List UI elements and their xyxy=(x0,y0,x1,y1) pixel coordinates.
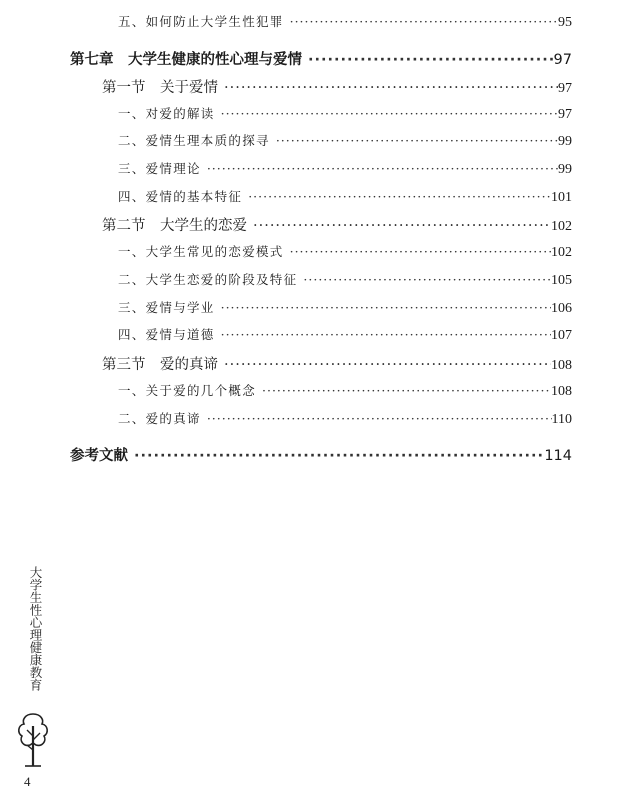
toc-entry-title: 三、爱情与学业 xyxy=(118,300,215,315)
toc-entry-title: 四、爱情与道德 xyxy=(118,327,215,342)
toc-entry-title: 参考文献 xyxy=(70,448,128,464)
toc-entry-title: 第二节 大学生的恋爱 xyxy=(102,218,247,234)
dot-leader xyxy=(284,244,551,259)
toc-entry-title: 一、关于爱的几个概念 xyxy=(118,383,257,398)
dot-leader xyxy=(128,448,544,464)
dot-leader xyxy=(270,133,558,148)
toc-entry xyxy=(118,12,572,31)
toc-entry-page: 114 xyxy=(544,448,572,464)
toc-entry-page: 99 xyxy=(558,162,572,177)
toc-entry xyxy=(118,242,572,261)
dot-leader xyxy=(201,411,552,426)
toc-entry xyxy=(118,409,572,428)
toc-entry-page: 97 xyxy=(558,107,572,122)
toc-entry-page: 95 xyxy=(558,15,572,30)
toc-entry-page: 97 xyxy=(553,52,572,68)
toc-entry-page: 99 xyxy=(558,134,572,149)
toc-entry-page: 101 xyxy=(551,190,572,205)
tree-icon xyxy=(15,710,51,768)
toc-chapter-entry xyxy=(70,48,572,69)
toc-entry xyxy=(118,187,572,206)
toc-entry-page: 108 xyxy=(551,358,572,373)
dot-leader xyxy=(201,161,558,176)
toc-entry xyxy=(118,298,572,317)
toc-section-entry xyxy=(102,353,572,374)
toc-entry xyxy=(118,381,572,400)
toc-entry xyxy=(118,270,572,289)
dot-leader xyxy=(247,218,551,234)
toc-entry-page: 106 xyxy=(551,301,572,316)
toc-entry-page: 107 xyxy=(551,328,572,343)
toc-entry-page: 102 xyxy=(551,219,572,234)
toc-entry-title: 第七章 大学生健康的性心理与爱情 xyxy=(70,52,302,68)
dot-leader xyxy=(218,80,558,96)
page-number: 4 xyxy=(24,774,31,789)
spine-book-title: 大学生性心理健康教育 xyxy=(28,566,43,691)
toc-entry-title: 五、如何防止大学生性犯罪 xyxy=(118,14,284,29)
dot-leader xyxy=(215,106,558,121)
toc-entry-title: 第三节 爱的真谛 xyxy=(102,357,218,373)
dot-leader xyxy=(215,300,551,315)
toc-entry-title: 二、爱的真谛 xyxy=(118,411,201,426)
toc-entry-page: 108 xyxy=(551,384,572,399)
toc-entry xyxy=(118,104,572,123)
toc-entry-title: 四、爱情的基本特征 xyxy=(118,189,243,204)
dot-leader xyxy=(256,383,551,398)
toc-entry-title: 三、爱情理论 xyxy=(118,161,201,176)
toc-entry-title: 第一节 关于爱情 xyxy=(102,80,218,96)
dot-leader xyxy=(297,272,551,287)
dot-leader xyxy=(218,357,551,373)
toc-entry-page: 110 xyxy=(551,412,572,427)
toc-entry-page: 97 xyxy=(558,81,572,96)
dot-leader xyxy=(215,327,551,342)
toc-entry-title: 二、大学生恋爱的阶段及特征 xyxy=(118,272,298,287)
toc-section-entry xyxy=(102,76,572,97)
dot-leader xyxy=(302,52,554,68)
toc-references-entry xyxy=(70,444,572,465)
dot-leader xyxy=(242,189,551,204)
dot-leader xyxy=(284,14,558,29)
toc-entry xyxy=(118,325,572,344)
toc-entry-title: 一、对爱的解读 xyxy=(118,106,215,121)
toc-entry xyxy=(118,159,572,178)
toc-entry xyxy=(118,131,572,150)
toc-section-entry xyxy=(102,214,572,235)
toc-entry-page: 105 xyxy=(551,273,572,288)
toc-entry-title: 二、爱情生理本质的探寻 xyxy=(118,133,270,148)
toc-entry-page: 102 xyxy=(551,245,572,260)
toc-entry-title: 一、大学生常见的恋爱模式 xyxy=(118,244,284,259)
